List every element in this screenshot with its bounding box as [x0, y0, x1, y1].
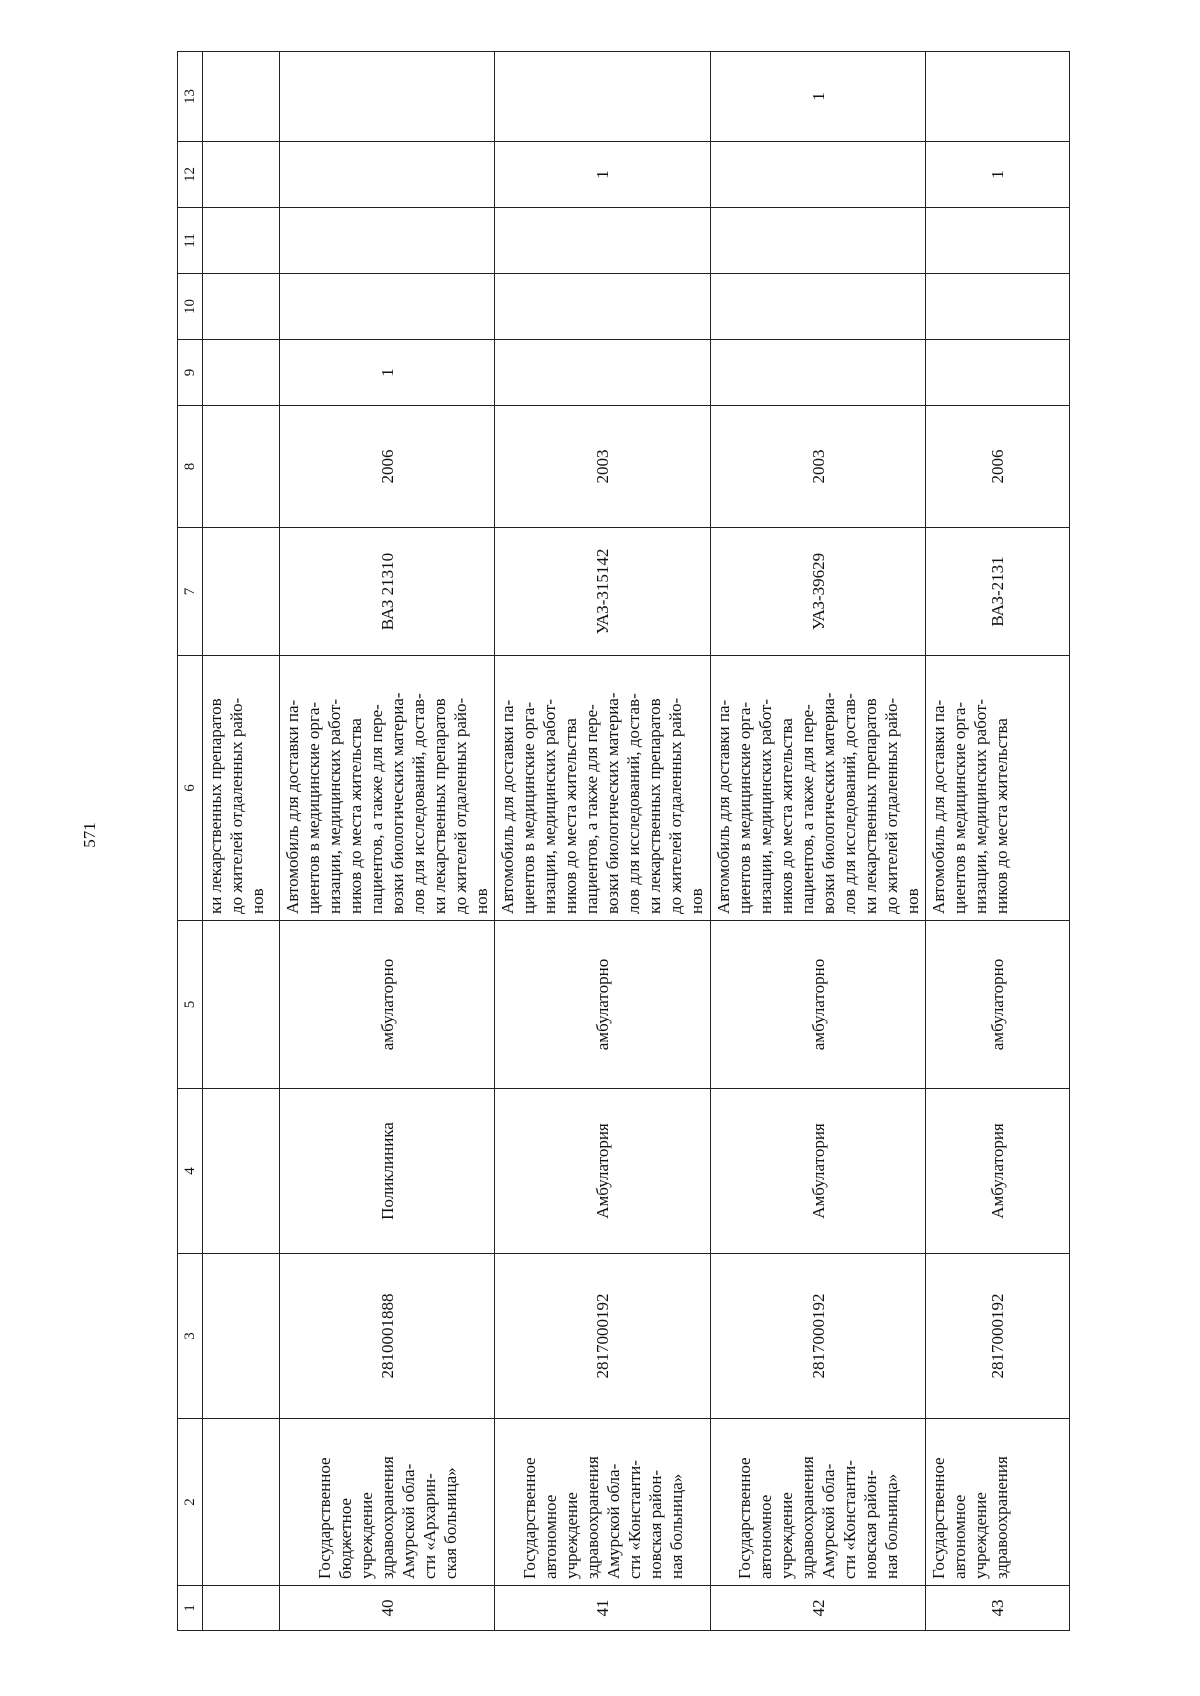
subdivision: Амбулатория: [926, 1089, 1070, 1254]
text-line: до жителей отдаленных райо-: [227, 697, 246, 914]
cell-col-10: [926, 274, 1070, 340]
cell-col-10: [711, 274, 926, 340]
table-row: [280, 52, 495, 1631]
cell-col-13: [926, 52, 1070, 142]
vehicle-year: 2006: [280, 406, 495, 528]
vehicle-year: 2003: [711, 406, 926, 528]
vehicle-model: ВАЗ 21310: [280, 528, 495, 656]
col-header-1: 1: [178, 1586, 203, 1631]
vehicle-purpose: Автомобиль для доставки па- циентов в медицинские орга- низации, медицинских работ- ников до места жительства: [926, 656, 1070, 921]
continuation-row: [203, 52, 280, 1631]
vehicle-purpose: Автомобиль для доставки па- циентов в медицинские орга- низации, медицинских работ- ников до места жительства пациентов, а также для пере- возки биологических материа- лов для исследований, достав- ки лекарственных препаратов до жителей отдаленных райо- нов: [280, 656, 495, 921]
inn-code: 2810001888: [280, 1254, 495, 1419]
col-header-13: 13: [178, 52, 203, 142]
continuation-description: [203, 656, 280, 921]
cell-col-13: 1: [711, 52, 926, 142]
organization-name: Государственное автономное учреждение здравоохранения Амурской обла- сти «Константи- новская район- ная больница»: [495, 1419, 711, 1586]
vehicle-year: 2003: [495, 406, 711, 528]
subdivision: Амбулатория: [711, 1089, 926, 1254]
col-header-5: 5: [178, 921, 203, 1089]
col-header-7: 7: [178, 528, 203, 656]
cell-col-12: 1: [926, 142, 1070, 208]
inn-code: 2817000192: [711, 1254, 926, 1419]
organization-name: Государственное автономное учреждение здравоохранения: [926, 1419, 1070, 1586]
table-row: [495, 52, 711, 1631]
col-header-4: 4: [178, 1089, 203, 1254]
care-type: амбулаторно: [926, 921, 1070, 1089]
table-row: [926, 52, 1070, 1631]
table-row: [711, 52, 926, 1631]
subdivision: Поликлиника: [280, 1089, 495, 1254]
vehicle-purpose: Автомобиль для доставки па- циентов в медицинские орга- низации, медицинских работ- ников до места жительства пациентов, а также для пере- возки биологических материа- лов для исследований, достав- ки лекарственных препаратов до жителей отдаленных райо- нов: [495, 656, 711, 921]
column-number-header-row: [178, 52, 203, 1631]
cell-col-13: [280, 52, 495, 142]
text-line: ки лекарственных препаратов: [206, 698, 225, 914]
inn-code: 2817000192: [495, 1254, 711, 1419]
registry-table-sheet: [177, 52, 1070, 1631]
vehicle-model: УАЗ-315142: [495, 528, 711, 656]
care-type: амбулаторно: [495, 921, 711, 1089]
col-header-10: 10: [178, 274, 203, 340]
vehicle-model: ВАЗ-2131: [926, 528, 1070, 656]
col-header-8: 8: [178, 406, 203, 528]
cell-col-10: [495, 274, 711, 340]
registry-table: [177, 51, 1070, 1631]
page-number: 571: [80, 822, 99, 848]
cell-col-12: [280, 142, 495, 208]
cell-col-11: [711, 208, 926, 274]
row-number: 43: [926, 1586, 1070, 1631]
col-header-9: 9: [178, 340, 203, 406]
row-number: 40: [280, 1586, 495, 1631]
cell-col-11: [280, 208, 495, 274]
row-number: 42: [711, 1586, 926, 1631]
cell-col-12: 1: [495, 142, 711, 208]
col-header-12: 12: [178, 142, 203, 208]
col-header-6: 6: [178, 656, 203, 921]
care-type: амбулаторно: [711, 921, 926, 1089]
cell-col-12: [711, 142, 926, 208]
col-header-11: 11: [178, 208, 203, 274]
vehicle-model: УАЗ-39629: [711, 528, 926, 656]
inn-code: 2817000192: [926, 1254, 1070, 1419]
cell-col-11: [495, 208, 711, 274]
organization-name: Государственное бюджетное учреждение здравоохранения Амурской обла- сти «Архарин- ская больница»: [280, 1419, 495, 1586]
cell-col-11: [926, 208, 1070, 274]
vehicle-purpose: Автомобиль для доставки па- циентов в медицинские орга- низации, медицинских работ- ников до места жительства пациентов, а также для пере- возки биологических материа- лов для исследований, достав- ки лекарственных препаратов до жителей отдаленных райо- нов: [711, 656, 926, 921]
row-number: 41: [495, 1586, 711, 1631]
vehicle-year: 2006: [926, 406, 1070, 528]
cell-col-9: [495, 340, 711, 406]
subdivision: Амбулатория: [495, 1089, 711, 1254]
cell-col-10: [280, 274, 495, 340]
care-type: амбулаторно: [280, 921, 495, 1089]
cell-col-9: 1: [280, 340, 495, 406]
col-header-3: 3: [178, 1254, 203, 1419]
cell-col-9: [926, 340, 1070, 406]
cell-col-9: [711, 340, 926, 406]
organization-name: Государственное автономное учреждение здравоохранения Амурской обла- сти «Константи- новская район- ная больница»: [711, 1419, 926, 1586]
cell-col-13: [495, 52, 711, 142]
col-header-2: 2: [178, 1419, 203, 1586]
text-line: нов: [248, 888, 267, 914]
